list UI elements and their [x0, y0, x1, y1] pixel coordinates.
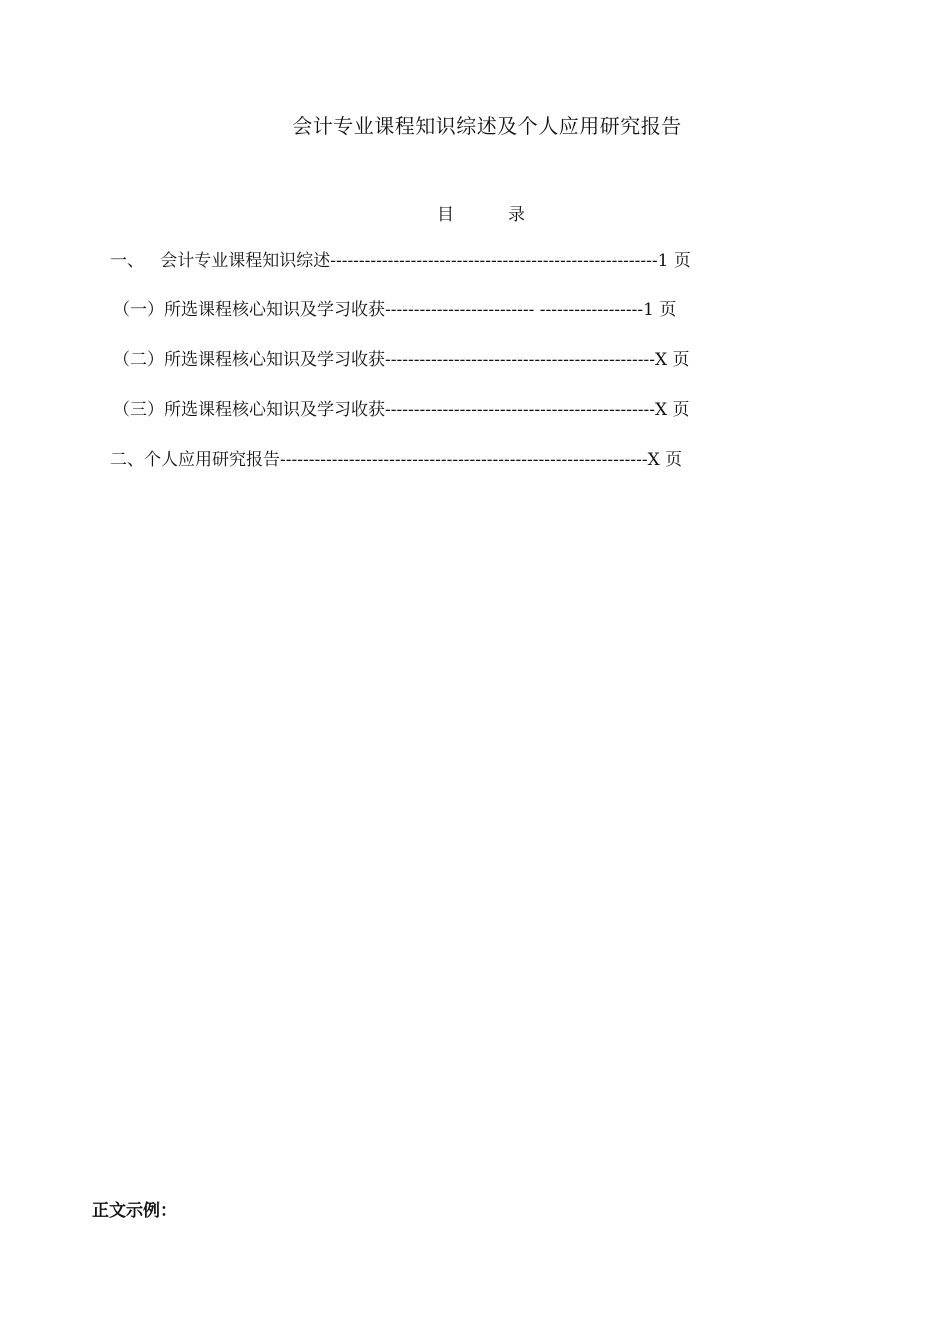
toc-entry-course-3: （三）所选课程核心知识及学习收获-----------------------------------------------X 页	[113, 400, 690, 420]
toc-entry-overview: 一、 会计专业课程知识综述---------------------------------------------------------1 页	[110, 251, 691, 271]
body-example-label: 正文示例：	[92, 1201, 177, 1221]
document-title: 会计专业课程知识综述及个人应用研究报告	[292, 114, 682, 138]
toc-entry-course-1: （一）所选课程核心知识及学习收获-------------------------- ------------------1 页	[113, 300, 677, 320]
toc-entry-course-2: （二）所选课程核心知识及学习收获-----------------------------------------------X 页	[113, 350, 690, 370]
toc-heading: 目 录	[437, 205, 526, 225]
toc-entry-application-report: 二、个人应用研究报告----------------------------------------------------------------X 页	[110, 450, 683, 470]
